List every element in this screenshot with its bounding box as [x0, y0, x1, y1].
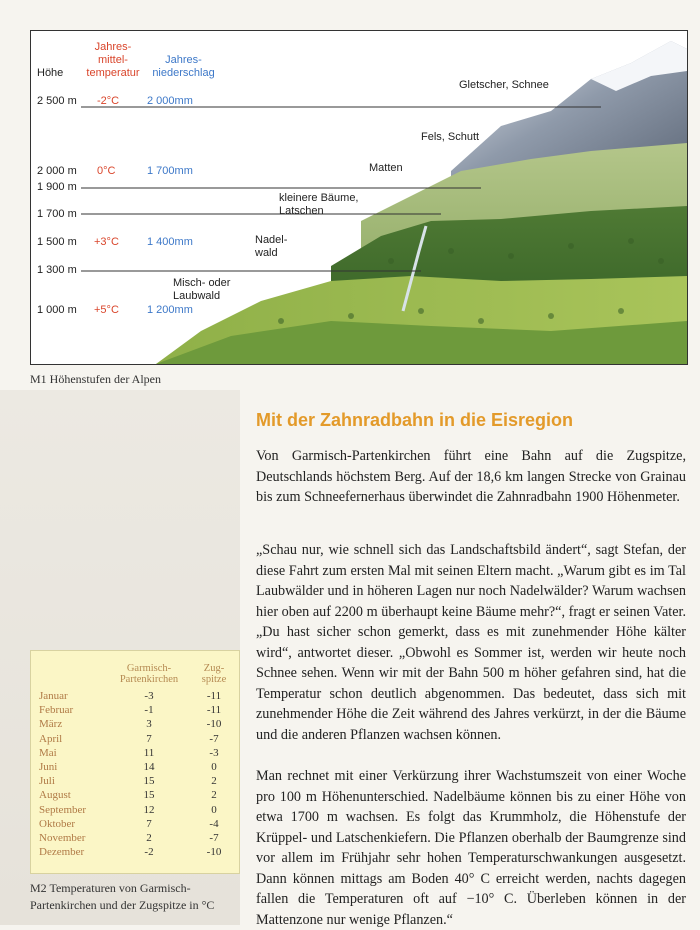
- level-label: 2 500 m: [37, 95, 77, 107]
- garmisch-cell: 2: [146, 831, 152, 844]
- month-cell: Juli: [39, 775, 55, 788]
- month-cell: März: [39, 718, 63, 731]
- month-cell: Mai: [39, 746, 57, 759]
- col-header-zugspitze: Zug- spitze: [201, 663, 227, 685]
- garmisch-cell: 15: [143, 775, 155, 788]
- table-row: [31, 831, 239, 845]
- table-row: [31, 760, 239, 774]
- month-cell: Oktober: [39, 817, 76, 830]
- garmisch-cell: 15: [143, 789, 155, 802]
- zugspitze-cell: -3: [209, 746, 219, 759]
- table-row: [31, 732, 239, 746]
- zugspitze-cell: 0: [211, 761, 217, 774]
- level-temp: -2°C: [97, 95, 120, 107]
- zone-fels: Fels, Schutt: [421, 131, 480, 143]
- garmisch-cell: 12: [143, 803, 155, 816]
- paragraph-2: „Schau nur, wie schnell sich das Landschaftsbild ändert“, sagt Stefan, der diese Fahrt zum ersten Mal mit seinen Eltern macht. „Warum gibt es im Tal Laubwälder und in höheren Lagen nur noch Nadelwälder? Warum wachsen hier oben auf 2200 m überhaupt keine Bäume mehr?“, fragt er seinen Vater. „Du hast sicher schon gemerkt, dass es mit zunehmender Höhe kälter wird“, antwortet dieser. „Obwohl es Sommer ist, werden wir heute noch Schnee sehen. Wenn wir mit der Bahn 500 m höher gefahren sind, hat die Temperatur schon deutlich abgenommen. Das bedeutet, dass sich mit zunehmender Höhe die Zeit während des Jahres verkürzt, in der die Bäume und die anderen Pflanzen wachsen können.: [256, 542, 686, 743]
- paragraph-3: Man rechnet mit einer Verkürzung ihrer Wachstumszeit von einer Woche pro 100 m Höhenunterschied. Nadelbäume können bis zu einer Höhe von etwa 1700 m wachsen. Es folgt das Krummholz, die Höhenstufe der Krüppel- und Latschenkiefern. Die Pflanzen oberhalb der Baumgrenze sind vor allem im Frühjahr sehr hohen Temperaturschwankungen ausgesetzt. Dann können mittags am Boden 40° C erreicht werden, nachts dagegen fallen die Temperaturen oft auf −10° C. Überleben können in der Mattenzone nur wenige Pflanzen.“: [256, 768, 686, 928]
- level-label: 1 000 m: [37, 304, 77, 316]
- figure-caption-m1: M1 Höhenstufen der Alpen: [30, 372, 161, 386]
- zugspitze-cell: -10: [206, 846, 222, 859]
- zone-gletscher: Gletscher, Schnee: [459, 79, 549, 91]
- level-precip: 2 000mm: [147, 95, 193, 107]
- temperature-table-box: [30, 650, 240, 874]
- garmisch-cell: 11: [143, 746, 155, 759]
- table-row: [31, 774, 239, 788]
- month-cell: September: [39, 803, 87, 816]
- month-cell: November: [39, 831, 86, 844]
- zone-misch: Misch- oder Laubwald: [173, 277, 231, 302]
- level-label: 1 900 m: [37, 181, 77, 193]
- col-header-garmisch: Garmisch- Partenkirchen: [119, 663, 179, 685]
- altitude-zones-figure: [30, 30, 688, 365]
- garmisch-cell: 14: [143, 761, 155, 774]
- table-row: [31, 703, 239, 717]
- level-label: 2 000 m: [37, 165, 77, 177]
- month-cell: Juni: [39, 761, 58, 774]
- article-title: Mit der Zahnradbahn in die Eisregion: [256, 410, 574, 430]
- level-label: 1 300 m: [37, 264, 77, 276]
- table-row: [31, 788, 239, 802]
- level-temp: +5°C: [94, 304, 119, 316]
- month-cell: Februar: [39, 704, 74, 717]
- garmisch-cell: -1: [144, 704, 154, 717]
- zugspitze-cell: -7: [209, 732, 219, 745]
- level-precip: 1 700mm: [147, 165, 193, 177]
- garmisch-cell: 3: [146, 718, 152, 731]
- zone-kleinere: kleinere Bäume, Latschen: [279, 192, 359, 217]
- temperature-table: [31, 663, 239, 859]
- mountain-illustration: [31, 31, 687, 364]
- zugspitze-cell: -7: [209, 831, 219, 844]
- zugspitze-cell: 2: [211, 775, 217, 788]
- figure-caption-m2: M2 Temperaturen von Garmisch- Partenkirchen und der Zugspitze in °C: [30, 881, 215, 912]
- month-cell: April: [39, 732, 63, 745]
- garmisch-cell: 7: [146, 732, 152, 745]
- level-temp: 0°C: [97, 165, 116, 177]
- table-row: [31, 717, 239, 731]
- zugspitze-cell: -10: [206, 718, 222, 731]
- level-label: 1 500 m: [37, 236, 77, 248]
- precipitation-header: Jahres- niederschlag: [152, 54, 215, 79]
- table-row: [31, 845, 239, 859]
- hoehe-header: Höhe: [37, 67, 64, 79]
- zone-matten: Matten: [369, 162, 403, 174]
- table-row: [31, 803, 239, 817]
- month-cell: Dezember: [39, 846, 85, 859]
- garmisch-cell: 7: [146, 817, 152, 830]
- zugspitze-cell: -11: [206, 690, 222, 703]
- temperature-header: Jahres- mittel- temperatur: [86, 41, 140, 79]
- table-row: [31, 817, 239, 831]
- level-precip: 1 400mm: [147, 236, 193, 248]
- garmisch-cell: -2: [144, 846, 154, 859]
- level-precip: 1 200mm: [147, 304, 193, 316]
- zugspitze-cell: -11: [206, 704, 222, 717]
- zugspitze-cell: 0: [211, 803, 217, 816]
- month-cell: August: [39, 789, 71, 802]
- level-label: 1 700 m: [37, 208, 77, 220]
- month-cell: Januar: [39, 690, 68, 703]
- table-row: [31, 689, 239, 703]
- table-row: [31, 746, 239, 760]
- paragraph-1: Von Garmisch-Partenkirchen führt eine Bahn auf die Zugspitze, Deutschlands höchstem Berg. Auf der 18,6 km langen Strecke von Grainau bis zum Schneefernerhaus überwindet die Zahnradbahn 1900 Höhenmeter.: [256, 448, 686, 505]
- zone-nadel: Nadel- wald: [255, 234, 288, 259]
- garmisch-cell: -3: [144, 690, 154, 703]
- level-temp: +3°C: [94, 236, 119, 248]
- zugspitze-cell: 2: [211, 789, 217, 802]
- zugspitze-cell: -4: [209, 817, 219, 830]
